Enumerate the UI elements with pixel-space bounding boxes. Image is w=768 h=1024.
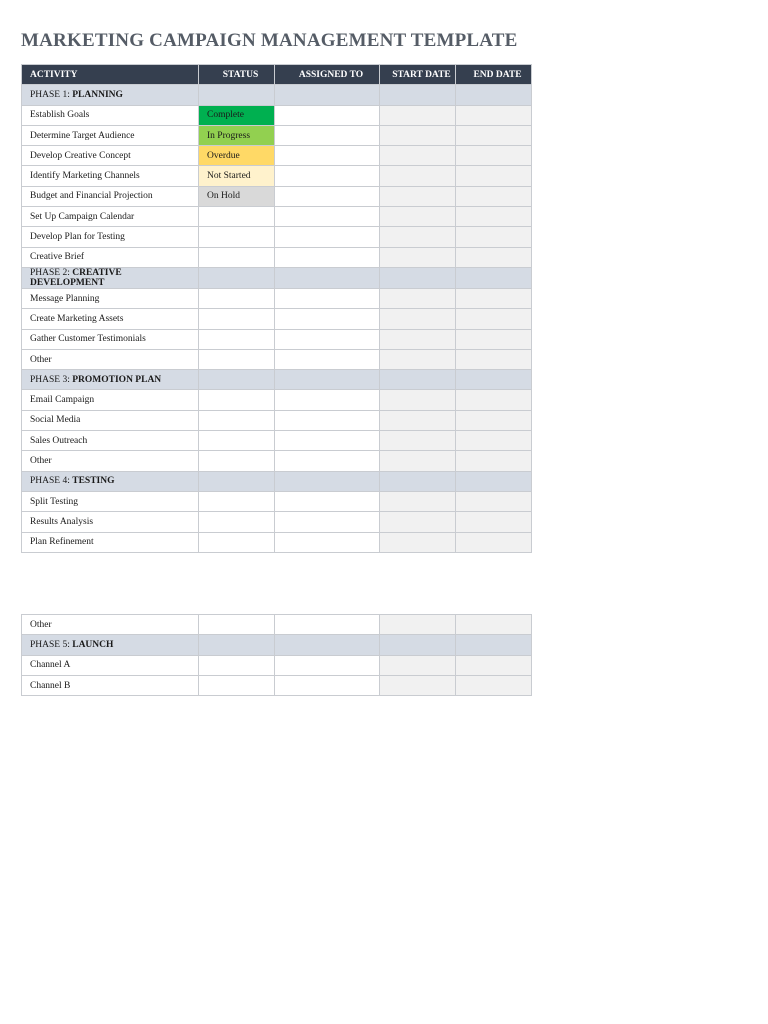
status-cell[interactable] bbox=[199, 390, 275, 410]
end-date-cell[interactable] bbox=[456, 288, 532, 308]
phase-label bbox=[22, 471, 199, 491]
end-date-cell[interactable] bbox=[456, 615, 532, 635]
table-row bbox=[22, 309, 532, 329]
status-cell[interactable]: Not Started bbox=[199, 166, 275, 186]
assigned-cell[interactable] bbox=[275, 431, 380, 451]
end-date-cell[interactable] bbox=[456, 125, 532, 145]
end-date-cell[interactable] bbox=[456, 166, 532, 186]
end-date-cell[interactable] bbox=[456, 491, 532, 511]
assigned-cell[interactable] bbox=[275, 451, 380, 471]
assigned-cell[interactable] bbox=[275, 105, 380, 125]
status-cell[interactable] bbox=[199, 512, 275, 532]
phase-label bbox=[22, 267, 199, 288]
phase-name: TESTING bbox=[72, 476, 115, 487]
table-row bbox=[22, 207, 532, 227]
start-date-cell[interactable] bbox=[380, 615, 456, 635]
header-start-date: START DATE bbox=[380, 65, 456, 85]
assigned-cell[interactable] bbox=[275, 532, 380, 552]
table-row bbox=[22, 451, 532, 471]
start-date-cell[interactable] bbox=[380, 675, 456, 695]
assigned-cell[interactable] bbox=[275, 655, 380, 675]
activity-cell[interactable]: Social Media bbox=[22, 410, 199, 430]
start-date-cell[interactable] bbox=[380, 125, 456, 145]
start-date-cell[interactable] bbox=[380, 309, 456, 329]
status-cell[interactable] bbox=[199, 675, 275, 695]
activity-cell[interactable]: Email Campaign bbox=[22, 390, 199, 410]
assigned-cell bbox=[275, 471, 380, 491]
assigned-cell[interactable] bbox=[275, 146, 380, 166]
activity-cell[interactable]: Develop Plan for Testing bbox=[22, 227, 199, 247]
phase-row bbox=[22, 85, 532, 105]
assigned-cell bbox=[275, 635, 380, 655]
status-cell[interactable] bbox=[199, 349, 275, 369]
assigned-cell bbox=[275, 267, 380, 288]
assigned-cell[interactable] bbox=[275, 410, 380, 430]
table-row bbox=[22, 615, 532, 635]
end-date-cell[interactable] bbox=[456, 431, 532, 451]
campaign-table bbox=[21, 64, 532, 553]
start-date-cell[interactable] bbox=[380, 166, 456, 186]
activity-cell[interactable]: Budget and Financial Projection bbox=[22, 186, 199, 206]
start-date-cell[interactable] bbox=[380, 146, 456, 166]
phase-name: PLANNING bbox=[72, 89, 123, 100]
assigned-cell[interactable] bbox=[275, 491, 380, 511]
end-date-cell[interactable] bbox=[456, 532, 532, 552]
end-date-cell[interactable] bbox=[456, 390, 532, 410]
table-row bbox=[22, 166, 532, 186]
start-date-cell bbox=[380, 471, 456, 491]
status-cell[interactable] bbox=[199, 491, 275, 511]
phase-row bbox=[22, 267, 532, 288]
header-end-date: END DATE bbox=[456, 65, 532, 85]
status-cell bbox=[199, 267, 275, 288]
table-row bbox=[22, 146, 532, 166]
end-date-cell bbox=[456, 267, 532, 288]
status-cell[interactable]: In Progress bbox=[199, 125, 275, 145]
assigned-cell[interactable] bbox=[275, 309, 380, 329]
status-cell bbox=[199, 370, 275, 390]
start-date-cell[interactable] bbox=[380, 431, 456, 451]
start-date-cell[interactable] bbox=[380, 105, 456, 125]
end-date-cell[interactable] bbox=[456, 207, 532, 227]
assigned-cell bbox=[275, 370, 380, 390]
end-date-cell[interactable] bbox=[456, 227, 532, 247]
table-row bbox=[22, 390, 532, 410]
header-activity: ACTIVITY bbox=[22, 65, 199, 85]
activity-cell[interactable]: Set Up Campaign Calendar bbox=[22, 207, 199, 227]
end-date-cell[interactable] bbox=[456, 451, 532, 471]
status-cell[interactable] bbox=[199, 615, 275, 635]
status-cell[interactable] bbox=[199, 329, 275, 349]
end-date-cell[interactable] bbox=[456, 655, 532, 675]
table-row bbox=[22, 247, 532, 267]
activity-cell[interactable]: Other bbox=[22, 349, 199, 369]
status-cell[interactable] bbox=[199, 309, 275, 329]
assigned-cell[interactable] bbox=[275, 390, 380, 410]
table-row bbox=[22, 329, 532, 349]
start-date-cell bbox=[380, 85, 456, 105]
phase-name: LAUNCH bbox=[72, 639, 114, 650]
status-cell bbox=[199, 635, 275, 655]
table-row bbox=[22, 431, 532, 451]
start-date-cell[interactable] bbox=[380, 349, 456, 369]
activity-cell[interactable]: Identify Marketing Channels bbox=[22, 166, 199, 186]
activity-cell[interactable]: Creative Brief bbox=[22, 247, 199, 267]
start-date-cell[interactable] bbox=[380, 491, 456, 511]
end-date-cell bbox=[456, 370, 532, 390]
start-date-cell[interactable] bbox=[380, 655, 456, 675]
start-date-cell[interactable] bbox=[380, 532, 456, 552]
status-cell[interactable] bbox=[199, 207, 275, 227]
activity-cell[interactable]: Determine Target Audience bbox=[22, 125, 199, 145]
status-cell bbox=[199, 85, 275, 105]
status-cell[interactable] bbox=[199, 451, 275, 471]
activity-cell[interactable]: Gather Customer Testimonials bbox=[22, 329, 199, 349]
end-date-cell bbox=[456, 85, 532, 105]
assigned-cell[interactable] bbox=[275, 615, 380, 635]
start-date-cell bbox=[380, 635, 456, 655]
phase-prefix: PHASE 5: bbox=[30, 639, 73, 650]
assigned-cell[interactable] bbox=[275, 125, 380, 145]
table-row bbox=[22, 532, 532, 552]
assigned-cell[interactable] bbox=[275, 227, 380, 247]
table-header-row bbox=[22, 65, 532, 85]
start-date-cell bbox=[380, 370, 456, 390]
activity-cell[interactable]: Results Analysis bbox=[22, 512, 199, 532]
end-date-cell[interactable] bbox=[456, 309, 532, 329]
phase-name: PROMOTION PLAN bbox=[72, 374, 162, 385]
activity-cell[interactable]: Other bbox=[22, 615, 199, 635]
table-row bbox=[22, 227, 532, 247]
assigned-cell[interactable] bbox=[275, 186, 380, 206]
end-date-cell[interactable] bbox=[456, 329, 532, 349]
table-body bbox=[22, 85, 532, 553]
activity-cell[interactable]: Plan Refinement bbox=[22, 532, 199, 552]
end-date-cell[interactable] bbox=[456, 675, 532, 695]
start-date-cell[interactable] bbox=[380, 207, 456, 227]
status-cell[interactable] bbox=[199, 532, 275, 552]
assigned-cell[interactable] bbox=[275, 247, 380, 267]
activity-cell[interactable]: Channel A bbox=[22, 655, 199, 675]
start-date-cell[interactable] bbox=[380, 329, 456, 349]
assigned-cell[interactable] bbox=[275, 675, 380, 695]
start-date-cell[interactable] bbox=[380, 227, 456, 247]
phase-row bbox=[22, 370, 532, 390]
start-date-cell[interactable] bbox=[380, 410, 456, 430]
status-cell[interactable]: On Hold bbox=[199, 186, 275, 206]
status-cell[interactable] bbox=[199, 247, 275, 267]
table-row bbox=[22, 655, 532, 675]
page-title: MARKETING CAMPAIGN MANAGEMENT TEMPLATE bbox=[21, 30, 518, 51]
phase-label bbox=[22, 635, 199, 655]
status-cell[interactable] bbox=[199, 431, 275, 451]
end-date-cell bbox=[456, 635, 532, 655]
end-date-cell[interactable] bbox=[456, 105, 532, 125]
phase-name: CREATIVE DEVELOPMENT bbox=[30, 267, 122, 288]
phase-label bbox=[22, 85, 199, 105]
status-cell[interactable] bbox=[199, 227, 275, 247]
end-date-cell[interactable] bbox=[456, 410, 532, 430]
assigned-cell[interactable] bbox=[275, 349, 380, 369]
start-date-cell[interactable] bbox=[380, 451, 456, 471]
end-date-cell[interactable] bbox=[456, 512, 532, 532]
activity-cell[interactable]: Sales Outreach bbox=[22, 431, 199, 451]
assigned-cell[interactable] bbox=[275, 207, 380, 227]
assigned-cell bbox=[275, 85, 380, 105]
activity-cell[interactable]: Channel B bbox=[22, 675, 199, 695]
phase-label bbox=[22, 370, 199, 390]
end-date-cell[interactable] bbox=[456, 186, 532, 206]
activity-cell[interactable]: Establish Goals bbox=[22, 105, 199, 125]
status-cell bbox=[199, 471, 275, 491]
status-cell[interactable] bbox=[199, 288, 275, 308]
phase-prefix: PHASE 1: bbox=[30, 89, 73, 100]
status-cell[interactable]: Complete bbox=[199, 105, 275, 125]
start-date-cell[interactable] bbox=[380, 512, 456, 532]
start-date-cell[interactable] bbox=[380, 288, 456, 308]
table-body-continued bbox=[22, 615, 532, 696]
start-date-cell[interactable] bbox=[380, 186, 456, 206]
table-row bbox=[22, 186, 532, 206]
table-row bbox=[22, 675, 532, 695]
table-row bbox=[22, 288, 532, 308]
table-row bbox=[22, 125, 532, 145]
end-date-cell bbox=[456, 471, 532, 491]
activity-cell[interactable]: Split Testing bbox=[22, 491, 199, 511]
end-date-cell[interactable] bbox=[456, 247, 532, 267]
header-assigned-to: ASSIGNED TO bbox=[275, 65, 380, 85]
table-row bbox=[22, 410, 532, 430]
assigned-cell[interactable] bbox=[275, 329, 380, 349]
phase-row bbox=[22, 635, 532, 655]
activity-cell[interactable]: Create Marketing Assets bbox=[22, 309, 199, 329]
header-status: STATUS bbox=[199, 65, 275, 85]
assigned-cell[interactable] bbox=[275, 512, 380, 532]
phase-prefix: PHASE 4: bbox=[30, 476, 73, 487]
assigned-cell[interactable] bbox=[275, 166, 380, 186]
activity-cell[interactable]: Other bbox=[22, 451, 199, 471]
status-cell[interactable] bbox=[199, 410, 275, 430]
phase-row bbox=[22, 471, 532, 491]
campaign-table-continued bbox=[21, 614, 532, 696]
start-date-cell[interactable] bbox=[380, 390, 456, 410]
activity-cell[interactable]: Message Planning bbox=[22, 288, 199, 308]
phase-prefix: PHASE 2: bbox=[30, 267, 73, 278]
start-date-cell bbox=[380, 267, 456, 288]
status-cell[interactable] bbox=[199, 655, 275, 675]
table-row bbox=[22, 105, 532, 125]
end-date-cell[interactable] bbox=[456, 146, 532, 166]
activity-cell[interactable]: Develop Creative Concept bbox=[22, 146, 199, 166]
table-row bbox=[22, 349, 532, 369]
table-row bbox=[22, 491, 532, 511]
phase-prefix: PHASE 3: bbox=[30, 374, 73, 385]
assigned-cell[interactable] bbox=[275, 288, 380, 308]
end-date-cell[interactable] bbox=[456, 349, 532, 369]
start-date-cell[interactable] bbox=[380, 247, 456, 267]
status-cell[interactable]: Overdue bbox=[199, 146, 275, 166]
table-row bbox=[22, 512, 532, 532]
